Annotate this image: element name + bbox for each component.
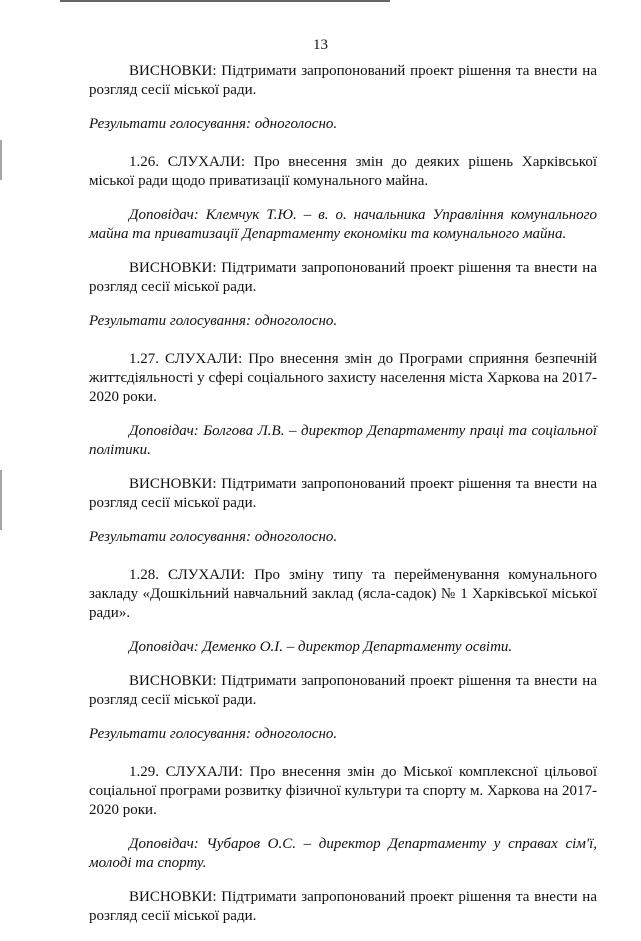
heard-paragraph: 1.28. СЛУХАЛИ: Про зміну типу та перейменування комунального закладу «Дошкільний навчальний заклад (ясла-садок) № 1 Харківської міської ради». <box>89 567 597 621</box>
speaker-paragraph: Доповідач: Чубаров О.С. – директор Департаменту у справах сім'ї, молоді та спорту. <box>89 836 597 871</box>
speaker-paragraph: Доповідач: Деменко О.І. – директор Департаменту освіти. <box>129 639 513 655</box>
vote-result: Результати голосування: одноголосно. <box>89 313 338 329</box>
conclusion-paragraph: ВИСНОВКИ: Підтримати запропонований проект рішення та внести на розгляд сесії міської ради. <box>89 889 597 924</box>
vote-result: Результати голосування: одноголосно. <box>89 529 338 545</box>
speaker-paragraph: Доповідач: Болгова Л.В. – директор Департаменту праці та соціальної політики. <box>89 423 597 458</box>
conclusion-paragraph: ВИСНОВКИ: Підтримати запропонований проект рішення та внести на розгляд сесії міської ради. <box>89 260 597 295</box>
speaker-paragraph: Доповідач: Клемчук Т.Ю. – в. о. начальника Управління комунального майна та приватизації Департаменту економіки та комунального майна. <box>89 207 597 242</box>
document-body <box>89 62 597 941</box>
scan-top-edge <box>60 0 390 2</box>
vote-result: Результати голосування: одноголосно. <box>89 116 338 132</box>
heard-paragraph: 1.29. СЛУХАЛИ: Про внесення змін до Міської комплексної цільової соціальної програми розвитку фізичної культури та спорту м. Харкова на 2017-2020 роки. <box>89 764 597 818</box>
heard-paragraph: 1.26. СЛУХАЛИ: Про внесення змін до деяких рішень Харківської міської ради щодо приватизації комунального майна. <box>89 154 597 189</box>
scan-left-edge-mark <box>0 470 2 530</box>
scan-left-edge-mark <box>0 140 2 180</box>
page-number: 13 <box>313 37 328 53</box>
conclusion-paragraph: ВИСНОВКИ: Підтримати запропонований проект рішення та внести на розгляд сесії міської ради. <box>89 476 597 511</box>
vote-result: Результати голосування: одноголосно. <box>89 726 338 742</box>
conclusion-paragraph: ВИСНОВКИ: Підтримати запропонований проект рішення та внести на розгляд сесії міської ради. <box>89 673 597 708</box>
conclusion-paragraph: ВИСНОВКИ: Підтримати запропонований проект рішення та внести на розгляд сесії міської ради. <box>89 63 597 98</box>
heard-paragraph: 1.27. СЛУХАЛИ: Про внесення змін до Програми сприяння безпечній життєдіяльності у сфері соціального захисту населення міста Харкова на 2017-2020 роки. <box>89 351 597 405</box>
